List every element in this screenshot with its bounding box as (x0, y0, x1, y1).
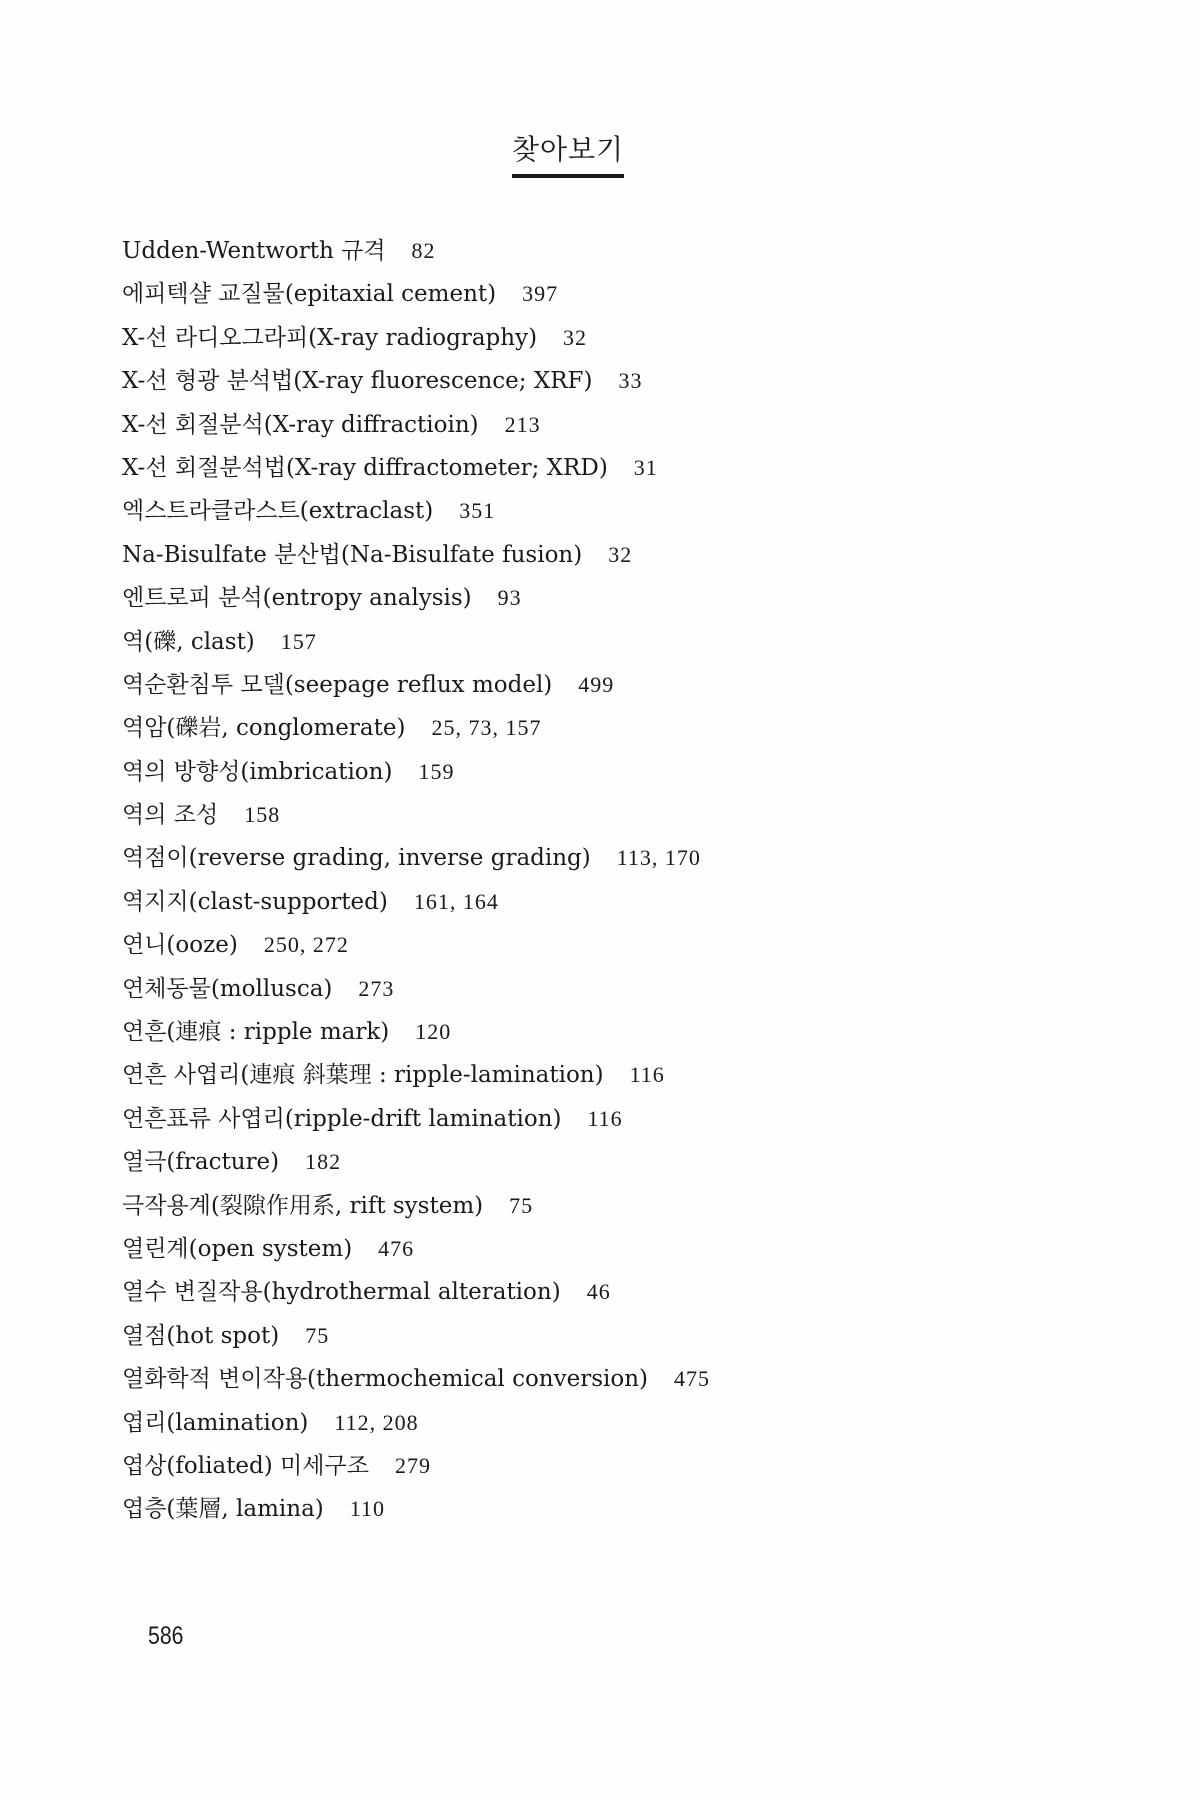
index-entry (122, 1400, 1142, 1443)
index-entry-pages: 32 (563, 324, 588, 350)
index-entry-term: X-선 형광 분석법(X-ray fluorescence; XRF) (122, 368, 593, 395)
index-entry (122, 358, 1142, 401)
index-entry-pages: 273 (358, 975, 395, 1001)
index-entry-term: 역의 방향성(imbrication) (122, 758, 393, 785)
index-entry-pages: 476 (378, 1235, 415, 1261)
index-entry-term: 열극(fracture) (122, 1149, 280, 1176)
index-entry-term: Na-Bisulfate 분산법(Na-Bisulfate fusion) (122, 541, 583, 568)
index-entry (122, 488, 1142, 531)
index-entry-pages: 397 (522, 281, 559, 307)
index-entry-pages: 116 (629, 1062, 665, 1088)
index-entry-term: 역의 조성 (122, 802, 219, 829)
index-entry-term: 엽상(foliated) 미세구조 (122, 1452, 369, 1479)
index-entry-pages: 25, 73, 157 (431, 715, 542, 741)
index-entry (122, 532, 1142, 575)
index-entry (122, 835, 1142, 878)
index-entry (122, 662, 1142, 705)
index-entry-pages: 110 (349, 1496, 385, 1522)
index-entry-pages: 213 (504, 411, 541, 437)
index-entry (122, 1356, 1142, 1399)
index-entry-term: 엽리(lamination) (122, 1409, 309, 1436)
index-entry-term: 엔트로피 분석(entropy analysis) (122, 585, 472, 612)
index-entry-term: 엽층(葉層, lamina) (122, 1496, 324, 1523)
index-entry-term: 연체동물(mollusca) (122, 975, 333, 1002)
index-entry-pages: 120 (415, 1019, 452, 1045)
index-entry-pages: 82 (411, 238, 436, 263)
index-entry (122, 879, 1142, 922)
page-title: 찾아보기 (512, 128, 624, 178)
index-entry-pages: 113, 170 (616, 845, 701, 871)
index-entry (122, 1183, 1142, 1226)
index-entry (122, 1096, 1142, 1139)
index-entry-pages: 475 (674, 1366, 711, 1392)
index-entry (122, 445, 1142, 488)
index-entry-pages: 279 (394, 1452, 431, 1478)
page-number: 586 (148, 1622, 184, 1650)
index-entry-pages: 158 (244, 802, 281, 828)
index-entry (122, 228, 1142, 271)
index-entry (122, 792, 1142, 835)
index-entry (122, 1443, 1142, 1486)
index-entry-pages: 32 (608, 541, 633, 567)
index-entry (122, 271, 1142, 314)
index-entry (122, 315, 1142, 358)
index-entry-term: 열화학적 변이작용(thermochemical conversion) (122, 1366, 649, 1393)
index-entry-term: 연흔(連痕 : ripple mark) (122, 1019, 390, 1046)
index-entry-term: 역순환침투 모델(seepage reflux model) (122, 671, 553, 698)
index-entry (122, 1269, 1142, 1312)
index-entry-pages: 46 (586, 1279, 611, 1305)
index-entry (122, 705, 1142, 748)
index-entry (122, 922, 1142, 965)
index-entry-pages: 93 (497, 585, 522, 611)
index-entry (122, 749, 1142, 792)
index-entry (122, 966, 1142, 1009)
index-entry-list (122, 228, 1142, 1530)
index-entry-pages: 499 (578, 671, 615, 697)
index-entry (122, 1486, 1142, 1529)
index-entry-term: 극작용계(裂隙作用系, rift system) (122, 1192, 484, 1219)
index-entry-term: Udden-Wentworth 규격 (122, 238, 386, 264)
index-entry (122, 402, 1142, 445)
index-entry-term: 역점이(reverse grading, inverse grading) (122, 845, 591, 872)
index-entry-pages: 33 (618, 368, 643, 394)
index-entry (122, 619, 1142, 662)
index-entry (122, 1052, 1142, 1095)
index-entry-term: 역암(礫岩, conglomerate) (122, 715, 406, 742)
index-entry-term: X-선 회절분석(X-ray diffractioin) (122, 411, 479, 438)
index-entry-pages: 75 (305, 1322, 330, 1348)
index-entry-term: 열수 변질작용(hydrothermal alteration) (122, 1279, 561, 1306)
index-entry-pages: 351 (459, 498, 496, 524)
index-entry-pages: 116 (587, 1105, 623, 1131)
index-header (508, 128, 628, 178)
index-entry-pages: 31 (633, 454, 658, 480)
index-entry-term: 연흔표류 사엽리(ripple-drift lamination) (122, 1105, 562, 1132)
index-entry (122, 1226, 1142, 1269)
index-entry-pages: 159 (418, 758, 455, 784)
index-entry-term: 연니(ooze) (122, 932, 238, 959)
index-entry (122, 1139, 1142, 1182)
index-entry-term: 엑스트라클라스트(extraclast) (122, 498, 434, 525)
index-entry-pages: 250, 272 (263, 932, 349, 958)
index-entry-pages: 112, 208 (334, 1409, 419, 1435)
index-entry-term: 열린계(open system) (122, 1235, 353, 1262)
index-entry (122, 1009, 1142, 1052)
index-entry-term: 역지지(clast-supported) (122, 888, 388, 915)
index-entry-term: 열점(hot spot) (122, 1322, 280, 1349)
index-entry-term: X-선 라디오그라피(X-ray radiography) (122, 324, 538, 351)
index-entry-pages: 182 (305, 1149, 342, 1175)
index-entry-term: X-선 회절분석법(X-ray diffractometer; XRD) (122, 454, 608, 481)
index-entry-term: 에피텍샬 교질물(epitaxial cement) (122, 281, 497, 308)
index-entry (122, 1313, 1142, 1356)
index-entry-term: 역(礫, clast) (122, 628, 255, 655)
index-entry (122, 575, 1142, 618)
index-entry-term: 연흔 사엽리(連痕 斜葉理 : ripple-lamination) (122, 1062, 604, 1089)
index-entry-pages: 157 (280, 628, 317, 654)
index-entry-pages: 75 (509, 1192, 534, 1218)
index-entry-pages: 161, 164 (413, 888, 499, 914)
